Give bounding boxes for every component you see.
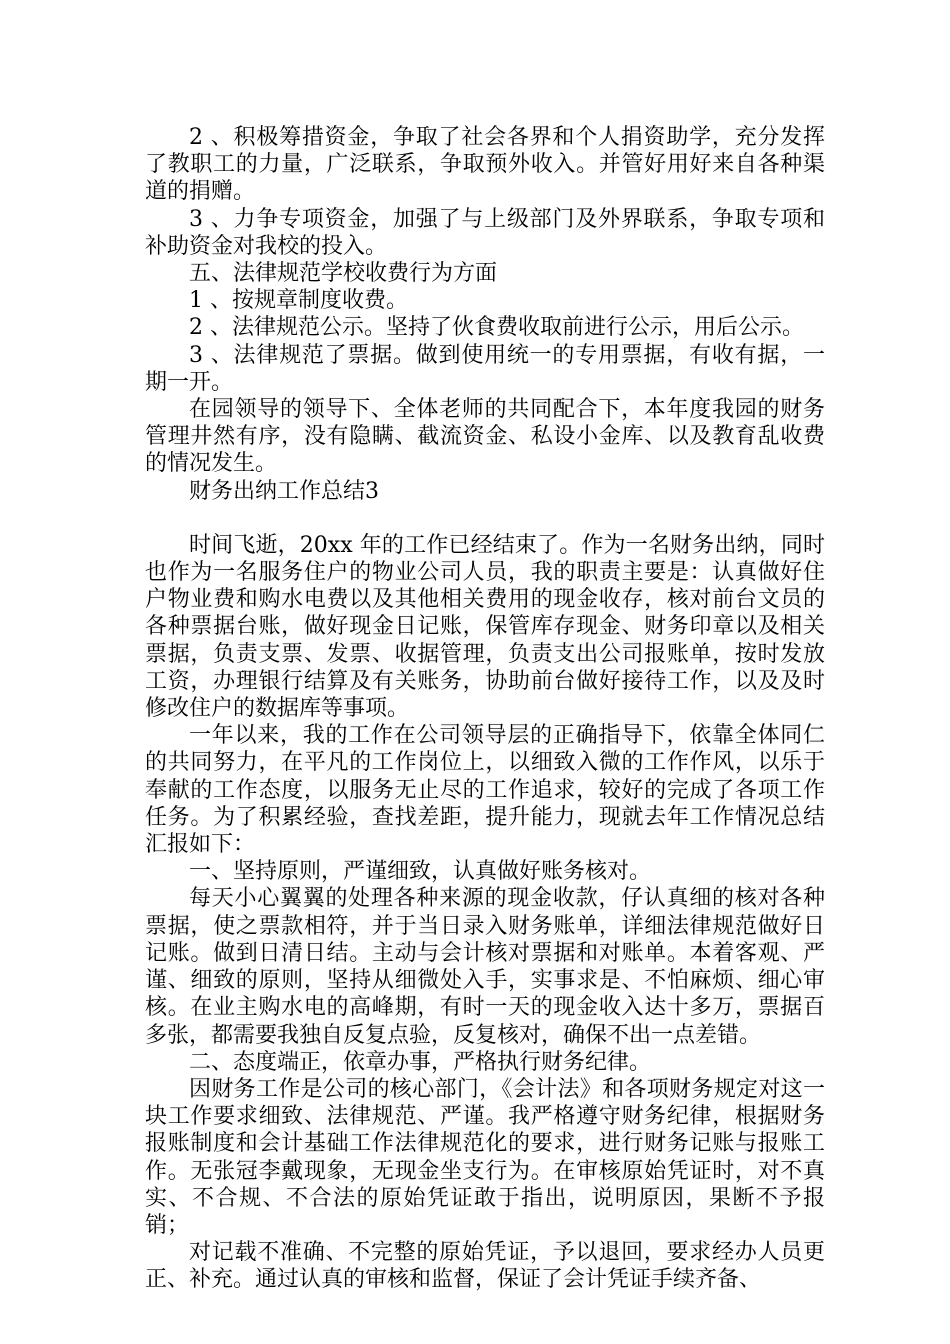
document-subtitle: 财务出纳工作总结3 <box>189 478 379 504</box>
paragraph-publicity: 2 、法律规范公示。坚持了伙食费收取前进行公示，用后公示。 <box>189 315 804 341</box>
paragraph-receipts: 3 、法律规范了票据。做到使用统一的专用票据，有收有据，一期一开。 <box>145 342 825 395</box>
paragraph-conclusion: 在园领导的领导下、全体老师的共同配合下，本年度我园的财务管理井然有序，没有隐瞒、截流资金、私设小金库、以及教育乱收费的情况发生。 <box>145 397 825 477</box>
section-heading-discipline: 二、态度端正，依章办事，严格执行财务纪律。 <box>189 1049 652 1075</box>
paragraph-fee-rules: 1 、按规章制度收费。 <box>189 288 408 314</box>
paragraph-donations: 2 、积极筹措资金，争取了社会各界和个人捐资助学，充分发挥了教职工的力量，广泛联系，争取预外收入。并管好用好来自各种渠道的捐赠。 <box>145 125 825 205</box>
paragraph-vouchers: 对记载不准确、不完整的原始凭证，予以退回，要求经办人员更正、补充。通过认真的审核和监督，保证了会计凭证手续齐备、 <box>145 1240 825 1293</box>
section-heading-fees: 五、法律规范学校收费行为方面 <box>189 261 498 287</box>
document-page <box>145 124 825 1294</box>
paragraph-accounting-law: 因财务工作是公司的核心部门，《会计法》和各项财务规定对这一块工作要求细致、法律规范、严谨。我严格遵守财务纪律，根据财务报账制度和会计基础工作法律规范化的要求，进行财务记账与报账工作。无张冠李戴现象，无现金坐支行为。在审核原始凭证时，对不真实、不合规、不合法的原始凭证敢于指出，说明原因，果断不予报销； <box>145 1076 825 1238</box>
section-heading-principles: 一、坚持原则，严谨细致，认真做好账务核对。 <box>189 859 652 885</box>
paragraph-special-funds: 3 、力争专项资金，加强了与上级部门及外界联系，争取专项和补助资金对我校的投入。 <box>145 206 825 259</box>
paragraph-overview: 一年以来，我的工作在公司领导层的正确指导下，依靠全体同仁的共同努力，在平凡的工作岗位上，以细致入微的工作作风，以乐于奉献的工作态度，以服务无止尽的工作追求，较好的完成了各项工作任务。为了积累经验，查找差距，提升能力，现就去年工作情况总结汇报如下： <box>145 723 825 858</box>
paragraph-cash-handling: 每天小心翼翼的处理各种来源的现金收款，仔认真细的核对各种票据，使之票款相符，并于当日录入财务账单，详细法律规范做好日记账。做到日清日结。主动与会计核对票据和对账单。本着客观、严谨、细致的原则，坚持从细微处入手，实事求是、不怕麻烦、细心审核。在业主购水电的高峰期，有时一天的现金收入达十多万，票据百多张，都需要我独自反复点验，反复核对，确保不出一点差错。 <box>145 886 825 1048</box>
blank-line <box>145 505 825 532</box>
paragraph-intro: 时间飞逝，20xx 年的工作已经结束了。作为一名财务出纳，同时也作为一名服务住户的物业公司人员，我的职责主要是：认真做好住户物业费和购水电费以及其他相关费用的现金收存，核对前台文员的各种票据台账，做好现金日记账，保管库存现金、财务印章以及相关票据，负责支票、发票、收据管理，负责支出公司报账单，按时发放工资，办理银行结算及有关账务，协助前台做好接待工作，以及及时修改住户的数据库等事项。 <box>145 532 825 722</box>
